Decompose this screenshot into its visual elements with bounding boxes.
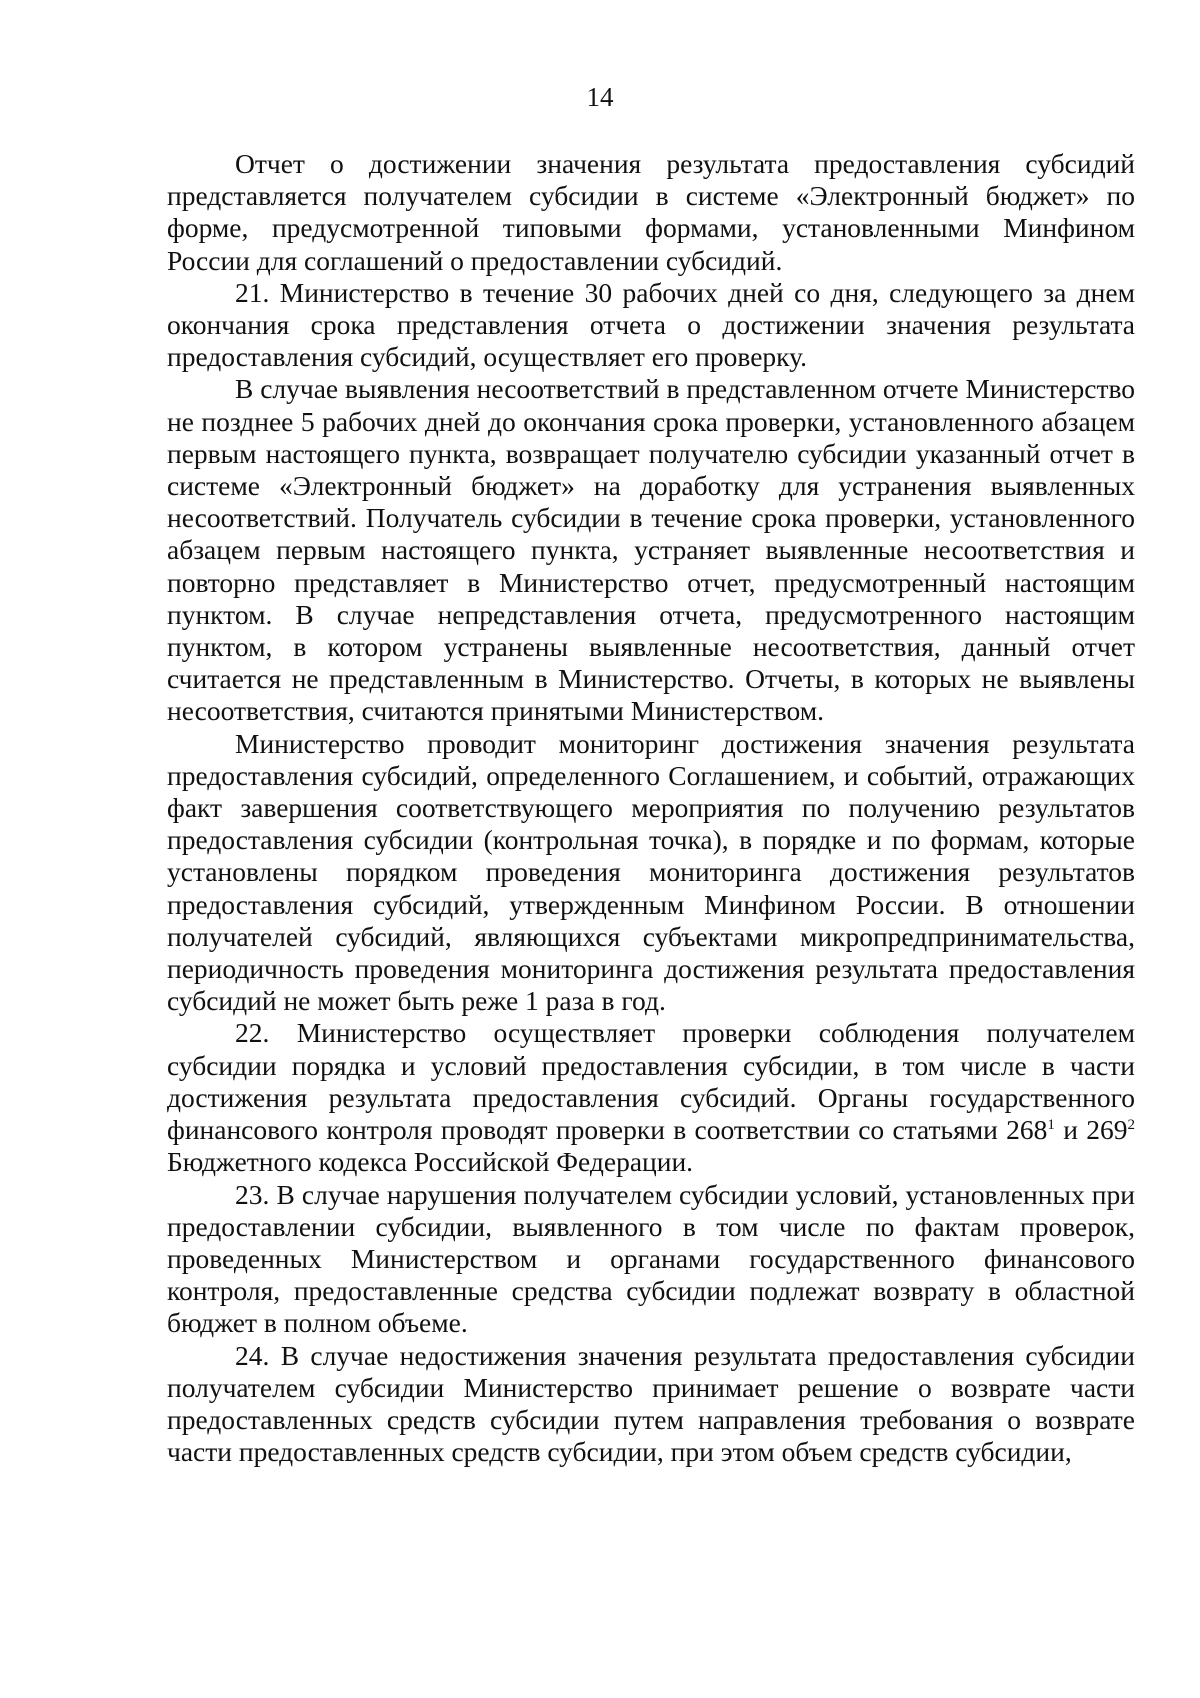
page-number: 14 [586,82,614,112]
document-body [167,148,1135,1468]
paragraph-monitoring: Министерство проводит мониторинг достижения значения результата предоставления субсидий, определенного Соглашением, и событий, отражающих факт завершения соответствующего мероприятия по получению результатов предоставления субсидии (контрольная точка), в порядке и по формам, которые установлены порядком проведения мониторинга достижения результатов предоставления субсидий, утвержденным Минфином России. В отношении получателей субсидий, являющихся субъектами микропредпринимательства, периодичность проведения мониторинга достижения результата предоставления субсидий не может быть реже 1 раза в год. [167,727,1135,1017]
paragraph-23-violation-return: 23. В случае нарушения получателем субсидии условий, установленных при предоставлении субсидии, выявленного в том числе по фактам проверок, проведенных Министерством и органами государственного финансового контроля, предоставленные средства субсидии подлежат возврату в областной бюджет в полном объеме. [167,1178,1135,1339]
paragraph-22-text-middle: и 269 [1054,1114,1128,1146]
paragraph-nonconformities: В случае выявления несоответствий в представленном отчете Министерство не позднее 5 рабочих дней до окончания срока проверки, установленного абзацем первым настоящего пункта, возвращает получателю субсидии указанный отчет в системе «Электронный бюджет» на доработку для устранения выявленных несоответствий. Получатель субсидии в течение срока проверки, установленного абзацем первым настоящего пункта, устраняет выявленные несоответствия и повторно представляет в Министерство отчет, предусмотренный настоящим пунктом. В случае непредставления отчета, предусмотренного настоящим пунктом, в котором устранены выявленные несоответствия, данный отчет считается не представленным в Министерство. Отчеты, в которых не выявлены несоответствия, считаются принятыми Министерством. [167,373,1136,727]
paragraph-21-report-check: 21. Министерство в течение 30 рабочих дней со дня, следующего за днем окончания срока представления отчета о достижении значения результата предоставления субсидий, осуществляет его проверку. [167,276,1135,373]
paragraph-22-text-after: Бюджетного кодекса Российской Федерации. [167,1146,694,1178]
superscript-article-269: 2 [1127,1116,1135,1133]
paragraph-24-partial-return: 24. В случае недостижения значения результата предоставления субсидии получателем субсидии Министерство принимает решение о возврате части предоставленных средств субсидии путем направления требования о возврате части предоставленных средств субсидии, при этом объем средств субсидии, [167,1339,1135,1468]
paragraph-22-inspections [167,1017,1135,1178]
paragraph-report-submission: Отчет о достижении значения результата предоставления субсидий представляется получателем субсидии в системе «Электронный бюджет» по форме, предусмотренной типовыми формами, установленными Минфином России для соглашений о предоставлении субсидий. [167,148,1135,276]
superscript-article-268: 1 [1047,1116,1055,1133]
paragraph-22-text-before: 22. Министерство осуществляет проверки соблюдения получателем субсидии порядка и условий предоставления субсидии, в том числе в части достижения результата предоставления субсидий. Органы государственного финансового контроля проводят проверки в соответствии со статьями 268 [167,1017,1135,1146]
